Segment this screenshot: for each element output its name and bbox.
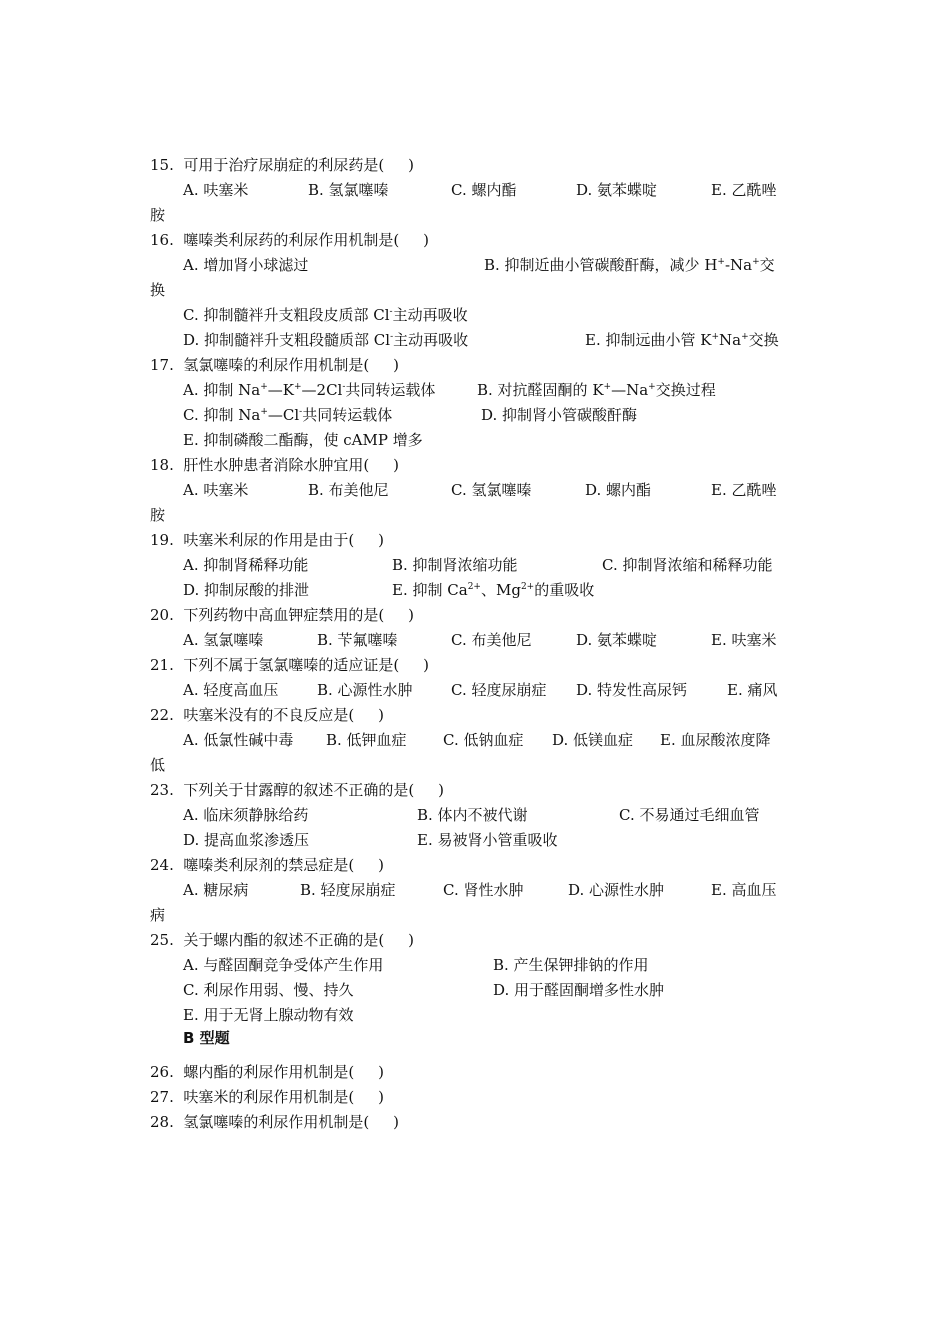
q23-option-a: A. 临床须静脉给药 (183, 806, 309, 824)
q15-option-d: D. 氨苯蝶啶 (576, 181, 658, 199)
q24-option-e: E. 高血压 (711, 881, 777, 899)
question-15-stem: 15. 可用于治疗尿崩症的利尿药是( ) (150, 156, 414, 174)
q22-option-e-continued: 低 (150, 756, 166, 774)
q15-option-c: C. 螺内酯 (451, 181, 517, 199)
question-18-stem: 18. 肝性水肿患者消除水肿宜用( ) (150, 456, 399, 474)
q24-option-d: D. 心源性水肿 (568, 881, 665, 899)
question-19-stem: 19. 呋塞米利尿的作用是由于( ) (150, 531, 384, 549)
section-b-heading: B 型题 (183, 1029, 230, 1047)
q18-option-c: C. 氢氯噻嗪 (451, 481, 532, 499)
question-25-stem: 25. 关于螺内酯的叙述不正确的是( ) (150, 931, 414, 949)
q15-option-e-continued: 胺 (150, 206, 166, 224)
q15-option-a: A. 呋塞米 (183, 181, 249, 199)
q18-option-e: E. 乙酰唑 (711, 481, 777, 499)
q21-option-d: D. 特发性高尿钙 (576, 681, 688, 699)
q22-option-e: E. 血尿酸浓度降 (660, 731, 771, 749)
question-16-stem: 16. 噻嗪类利尿药的利尿作用机制是( ) (150, 231, 429, 249)
question-20-stem: 20. 下列药物中高血钾症禁用的是( ) (150, 606, 414, 624)
q20-option-e: E. 呋塞米 (711, 631, 777, 649)
q16-option-c: C. 抑制髓袢升支粗段皮质部 Cl-主动再吸收 (183, 306, 468, 324)
q19-option-d: D. 抑制尿酸的排泄 (183, 581, 310, 599)
question-24-stem: 24. 噻嗪类利尿剂的禁忌症是( ) (150, 856, 384, 874)
q16-option-b-continued: 换 (150, 281, 166, 299)
q25-option-d: D. 用于醛固酮增多性水肿 (493, 981, 665, 999)
q23-option-d: D. 提高血浆渗透压 (183, 831, 310, 849)
q22-option-c: C. 低钠血症 (443, 731, 524, 749)
q20-option-b: B. 苄氟噻嗪 (317, 631, 398, 649)
q16-option-a: A. 增加肾小球滤过 (183, 256, 309, 274)
q16-option-d: D. 抑制髓袢升支粗段髓质部 Cl-主动再吸收 (183, 331, 469, 349)
question-22-stem: 22. 呋塞米没有的不良反应是( ) (150, 706, 384, 724)
q21-option-a: A. 轻度高血压 (183, 681, 279, 699)
q22-option-a: A. 低氯性碱中毒 (183, 731, 294, 749)
q16-option-b: B. 抑制近曲小管碳酸酐酶，减少 H+-Na+交 (484, 256, 775, 274)
question-27-stem: 27. 呋塞米的利尿作用机制是( ) (150, 1088, 384, 1106)
q25-option-e: E. 用于无肾上腺动物有效 (183, 1006, 354, 1024)
q21-option-e: E. 痛风 (727, 681, 778, 699)
q18-option-e-continued: 胺 (150, 506, 166, 524)
q25-option-a: A. 与醛固酮竞争受体产生作用 (183, 956, 384, 974)
q16-option-e: E. 抑制远曲小管 K+Na+交换 (585, 331, 779, 349)
q20-option-d: D. 氨苯蝶啶 (576, 631, 658, 649)
q24-option-b: B. 轻度尿崩症 (300, 881, 396, 899)
q24-option-e-continued: 病 (150, 906, 166, 924)
q21-option-c: C. 轻度尿崩症 (451, 681, 547, 699)
question-17-stem: 17. 氢氯噻嗪的利尿作用机制是( ) (150, 356, 399, 374)
q18-option-b: B. 布美他尼 (308, 481, 389, 499)
question-21-stem: 21. 下列不属于氢氯噻嗪的适应证是( ) (150, 656, 429, 674)
q18-option-d: D. 螺内酯 (585, 481, 652, 499)
question-26-stem: 26. 螺内酯的利尿作用机制是( ) (150, 1063, 384, 1081)
q15-option-e: E. 乙酰唑 (711, 181, 777, 199)
q17-option-d: D. 抑制肾小管碳酸酐酶 (481, 406, 638, 424)
question-23-stem: 23. 下列关于甘露醇的叙述不正确的是( ) (150, 781, 444, 799)
q22-option-b: B. 低钾血症 (326, 731, 407, 749)
q25-option-b: B. 产生保钾排钠的作用 (493, 956, 649, 974)
q25-option-c: C. 利尿作用弱、慢、持久 (183, 981, 354, 999)
q24-option-a: A. 糖尿病 (183, 881, 249, 899)
q24-option-c: C. 肾性水肿 (443, 881, 524, 899)
q23-option-b: B. 体内不被代谢 (417, 806, 528, 824)
q17-option-b: B. 对抗醛固酮的 K+—Na+交换过程 (477, 381, 716, 399)
q17-option-c: C. 抑制 Na+—Cl-共同转运载体 (183, 406, 393, 424)
q22-option-d: D. 低镁血症 (552, 731, 634, 749)
q19-option-c: C. 抑制肾浓缩和稀释功能 (602, 556, 773, 574)
q19-option-e: E. 抑制 $Ca^{2+}$、$Mg^{2+}$的重吸收 (392, 581, 595, 599)
q17-option-a: A. 抑制 Na+—K+—2Cl-共同转运载体 (183, 381, 436, 399)
q23-option-c: C. 不易通过毛细血管 (619, 806, 760, 824)
q20-option-a: A. 氢氯噻嗪 (183, 631, 264, 649)
q23-option-e: E. 易被肾小管重吸收 (417, 831, 558, 849)
q19-option-b: B. 抑制肾浓缩功能 (392, 556, 518, 574)
q21-option-b: B. 心源性水肿 (317, 681, 413, 699)
q15-option-b: B. 氢氯噻嗪 (308, 181, 389, 199)
q18-option-a: A. 呋塞米 (183, 481, 249, 499)
q17-option-e: E. 抑制磷酸二酯酶，使 cAMP 增多 (183, 431, 423, 449)
question-28-stem: 28. 氢氯噻嗪的利尿作用机制是( ) (150, 1113, 399, 1131)
q19-option-a: A. 抑制肾稀释功能 (183, 556, 309, 574)
q20-option-c: C. 布美他尼 (451, 631, 532, 649)
